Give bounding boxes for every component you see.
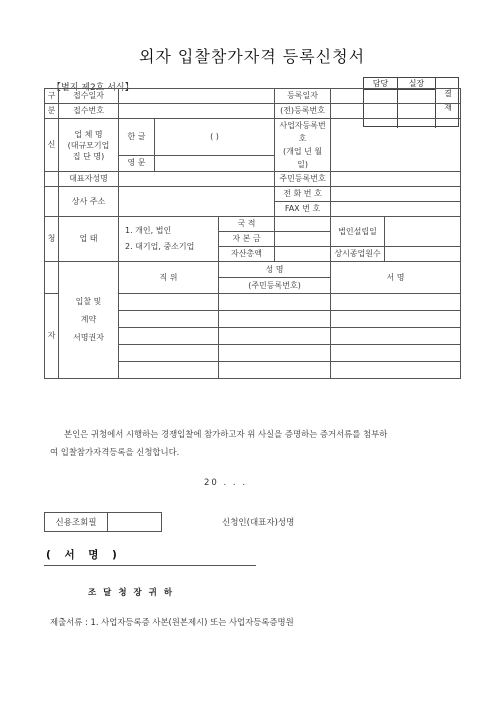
- statement-line-1: 본인은 귀청에서 시행하는 경쟁입찰에 참가하고자 위 사실을 증명하는 증거서류를 첨부하: [64, 429, 388, 439]
- signatory-name-1[interactable]: [219, 294, 331, 311]
- signatory-sign-1[interactable]: [331, 294, 461, 311]
- date-line[interactable]: 20 . . .: [204, 478, 248, 488]
- employees-label: 상시종업원수: [331, 247, 385, 262]
- korean-label: 한 글: [119, 119, 155, 156]
- business-type-options[interactable]: [119, 217, 219, 262]
- assets-field[interactable]: [275, 247, 331, 262]
- position-header: 직 위: [119, 262, 219, 294]
- resident-no-field[interactable]: [331, 172, 461, 187]
- korean-name-field[interactable]: ( ): [155, 119, 275, 156]
- signatory-name-2[interactable]: [219, 311, 331, 328]
- phone-label: 전 화 번 호: [275, 187, 331, 202]
- signatory-position-2[interactable]: [119, 311, 219, 328]
- signatory-name-5[interactable]: [219, 362, 331, 379]
- business-type-2: 2. 대기업, 중소기업: [125, 242, 195, 251]
- signatory-position-1[interactable]: [119, 294, 219, 311]
- signatory-line-1: 입찰 및: [75, 297, 102, 306]
- sign-underline: [44, 565, 256, 566]
- applicant-label-3: 자: [45, 294, 59, 379]
- english-label: 영 문: [119, 155, 155, 171]
- signatory-line-3: 서명권자: [73, 333, 104, 342]
- resident-no-label: 주민등록번호: [275, 172, 331, 187]
- submit-documents: 제출서류 : 1. 사업자등록증 사본(원본제시) 또는 사업자등록증명원: [50, 617, 294, 627]
- nationality-field[interactable]: [275, 217, 331, 232]
- signatory-position-3[interactable]: [119, 328, 219, 345]
- signatory-position-4[interactable]: [119, 345, 219, 362]
- applicant-label-3-spacer: [45, 262, 59, 294]
- capital-label: 자 본 금: [219, 232, 275, 247]
- biz-no-field[interactable]: [331, 119, 461, 172]
- signature-header: 서 명: [331, 262, 461, 294]
- address-label: 상사 주소: [59, 187, 119, 217]
- gubun-label-bottom: 분: [45, 104, 59, 119]
- applicant-spacer-1: [45, 172, 59, 187]
- biz-no-label: [275, 119, 331, 172]
- signatory-sign-5[interactable]: [331, 362, 461, 379]
- business-label: 업 태: [59, 217, 119, 262]
- reg-no-label: (전)등록번호: [275, 104, 331, 119]
- founded-field[interactable]: [385, 217, 461, 247]
- receipt-date-label: 접수일자: [59, 89, 119, 104]
- form-number: 【별지 제2호 서식】: [52, 83, 134, 93]
- reg-date-field[interactable]: [331, 89, 461, 104]
- signatory-line-2: 계약: [80, 315, 97, 324]
- sign-heading: ( 서 명 ): [46, 549, 122, 561]
- nationality-label: 국 적: [219, 217, 275, 232]
- company-name-line-3: 집 단 명): [72, 151, 105, 161]
- company-name-line-1: 업 체 명: [74, 129, 103, 139]
- rep-name-field[interactable]: [119, 172, 275, 187]
- credit-field[interactable]: [108, 513, 161, 531]
- receipt-no-label: 접수번호: [59, 104, 119, 119]
- credit-label: 신용조회필: [45, 513, 108, 531]
- statement-line-2: 여 입찰참가자격등록을 신청합니다.: [50, 447, 180, 457]
- rep-name-label: 대표자성명: [59, 172, 119, 187]
- signatory-name-4[interactable]: [219, 345, 331, 362]
- reg-no-field[interactable]: [331, 104, 461, 119]
- fax-label: FAX 번 호: [275, 202, 331, 217]
- signatory-sign-2[interactable]: [331, 311, 461, 328]
- receipt-date-field[interactable]: [119, 89, 275, 104]
- signatory-label: [59, 262, 119, 379]
- biz-no-line-1: 사업자등록번호: [279, 121, 326, 143]
- reg-date-label: 등록일자: [275, 89, 331, 104]
- name-header: 성 명: [219, 262, 331, 278]
- employees-field[interactable]: [385, 247, 461, 262]
- page-title: 외자 입찰참가자격 등록신청서: [138, 47, 366, 66]
- applicant-spacer-2: [45, 187, 59, 217]
- founded-label: 법인설립일: [331, 217, 385, 247]
- fax-field[interactable]: [331, 202, 461, 217]
- resident-header: (주민등록번호): [219, 278, 331, 294]
- credit-check-box: [44, 512, 162, 532]
- approval-charge: 담당: [364, 78, 398, 90]
- biz-no-line-2: (개업 년 월 일): [282, 147, 323, 169]
- capital-field[interactable]: [275, 232, 331, 247]
- approval-chief: 실장: [398, 78, 436, 90]
- signatory-position-5[interactable]: [119, 362, 219, 379]
- approval-label: 결재: [443, 89, 453, 117]
- phone-field[interactable]: [331, 187, 461, 202]
- applicant-label-1: 신: [45, 119, 59, 172]
- signatory-name-3[interactable]: [219, 328, 331, 345]
- assets-label: 자산총액: [219, 247, 275, 262]
- applicant-label-2: 청: [45, 217, 59, 262]
- company-name-line-2: (대규모기업: [67, 140, 110, 150]
- addressee: 조 달 청 장 귀 하: [88, 588, 175, 598]
- address-field[interactable]: [119, 187, 275, 217]
- business-type-1: 1. 개인, 법인: [125, 226, 172, 235]
- english-name-field[interactable]: [155, 155, 275, 171]
- registration-table: [44, 88, 461, 379]
- signatory-sign-4[interactable]: [331, 345, 461, 362]
- statement: [50, 425, 460, 461]
- receipt-no-field[interactable]: [119, 104, 275, 119]
- company-name-label: [59, 119, 119, 172]
- gubun-label-top: 구: [45, 89, 59, 104]
- applicant-signature-label: 신청인(대표자)성명: [222, 518, 295, 528]
- signatory-sign-3[interactable]: [331, 328, 461, 345]
